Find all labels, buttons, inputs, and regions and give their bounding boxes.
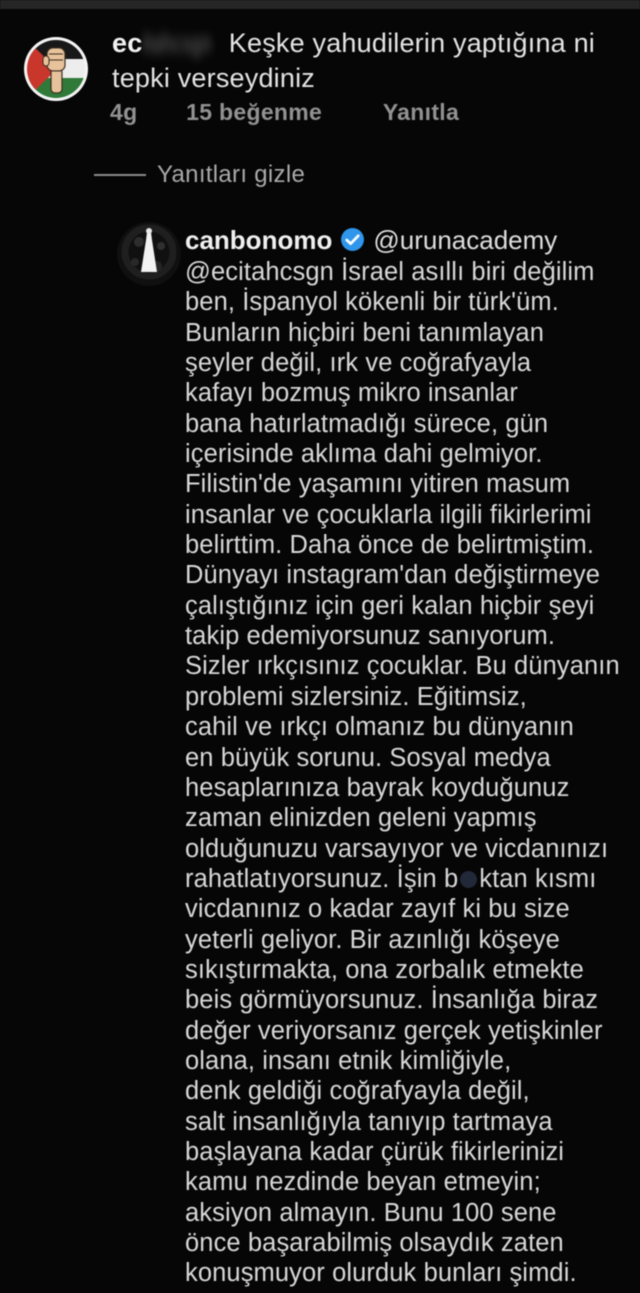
reply-body-line: Filistin'de yaşamını yitiren masum (185, 470, 571, 499)
reply-body-line: değer veriyorsanız gerçek yetişkinler (185, 1016, 603, 1045)
reply-username[interactable]: canbonomo (185, 225, 333, 255)
comment-timestamp: 4g (110, 99, 138, 125)
reply-body-line: yeterli geliyor. Bir azınlığı köşeye (185, 925, 560, 954)
reply-body-line: Dünyayı instagram'dan değiştirmeye (185, 561, 601, 590)
reply-body-line: @ecitahcsgn İsrael asıllı biri değilim (185, 258, 595, 286)
reply-body-line: sıkıştırmakta, ona zorbalık etmekte (185, 955, 584, 984)
reply-body-line: salt insanlığıyla tanıyıp tartmaya (185, 1107, 553, 1136)
hide-replies-label[interactable]: Yanıtları gizle (157, 161, 306, 188)
raised-fist-icon (41, 42, 71, 94)
reply-body-line: aksiyon almayın. Bunu 100 sene (185, 1198, 557, 1227)
reply-body-line: konuşmuyor olurduk bunları şimdi. (185, 1259, 577, 1288)
reply-body-line: şeyler değil, ırk ve coğrafyayla (185, 349, 532, 378)
reply-body-line: takip edemiyorsunuz sanıyorum. (185, 622, 556, 651)
mention-urunacademy[interactable]: @urunacademy (373, 225, 558, 255)
censored-line-before: rahatlatıyorsunuz. İşin b (185, 864, 459, 893)
reply-body-line: en büyük sorunu. Sosyal medya (185, 743, 551, 772)
reply-header (185, 224, 557, 256)
reply-body-line: ben, İspanyol kökenli bir türk'üm. (185, 288, 559, 317)
reply-body-line: içerisinde aklıma dahi gelmiyor. (185, 440, 543, 469)
reply-body-line: beis görmüyorsunuz. İnsanlığa biraz (185, 986, 599, 1015)
reply-body-line: kafayı bozmuş mikro insanlar (185, 379, 519, 408)
reply-body-line: denk geldiği coğrafyayla değil, (185, 1077, 530, 1106)
reply-body-line: kamu nezdinde beyan etmeyin; (185, 1168, 541, 1197)
comment-line-1 (112, 26, 632, 61)
reply-body-line: olduğunuzu varsayıyor ve vicdanınızı (185, 834, 609, 863)
reply-body-line: çalıştığınız için geri kalan hiçbir şeyi (185, 591, 595, 620)
censored-line-after: ktan kısmı (479, 864, 597, 893)
reply-body (185, 257, 640, 1289)
reply-body-line: Sizler ırkçısınız çocuklar. Bu dünyanın (185, 652, 620, 681)
replies-divider-line (94, 174, 146, 176)
reply-body-line: problemi sizlersiniz. Eğitimsiz, (185, 682, 527, 711)
reply-body-line-censored (185, 864, 640, 894)
reply-body-line: olana, insanı etnik kimliğiyle, (185, 1046, 512, 1075)
reply-body-line: bana hatırlatmadığı sürece, gün (185, 409, 549, 438)
reply-button[interactable]: Yanıtla (382, 99, 460, 125)
reply-body-line: başlayana kadar çürük fikirlerinizi (185, 1137, 565, 1166)
reply-body-line: önce başarabilmiş olsaydık zaten (185, 1229, 564, 1257)
reply-body-line: belirttim. Daha önce de belirtmiştim. (185, 531, 595, 560)
palestine-flag-image (27, 40, 85, 98)
reply-body-line: insanlar ve çocuklarla ilgili fikirlerimi (185, 500, 592, 529)
reply-body-line: hesaplarınıza bayrak koyduğunuz (185, 773, 570, 802)
comment-likes-count[interactable]: 15 beğenme (186, 99, 323, 125)
commenter-username-blurred: itahcsgn (142, 28, 213, 58)
comment-text-block (112, 26, 632, 96)
statue-avatar-image (117, 222, 181, 286)
commenter-avatar[interactable] (24, 37, 88, 101)
comment-line-2: tepki verseydiniz (112, 63, 315, 93)
comment-meta-row (110, 99, 459, 126)
reply-body-line: vicdanınız o kadar zayıf ki bu size (185, 895, 570, 924)
reply-body-top (185, 257, 640, 864)
reply-body-bottom (185, 894, 640, 1288)
comment-text: Keşke yahudilerin yaptığına ni (228, 28, 595, 58)
verified-badge-icon (340, 227, 365, 252)
reply-body-line: zaman elinizden geleni yapmış (185, 804, 537, 833)
reply-author-avatar[interactable] (117, 222, 181, 286)
commenter-username[interactable]: ec (112, 28, 143, 58)
reply-body-line: cahil ve ırkçı olmanız bu dünyanın (185, 713, 574, 742)
censored-letter-dot (460, 871, 477, 888)
reply-body-line: Bunların hiçbiri beni tanımlayan (185, 318, 544, 347)
top-edge-band (0, 0, 640, 9)
